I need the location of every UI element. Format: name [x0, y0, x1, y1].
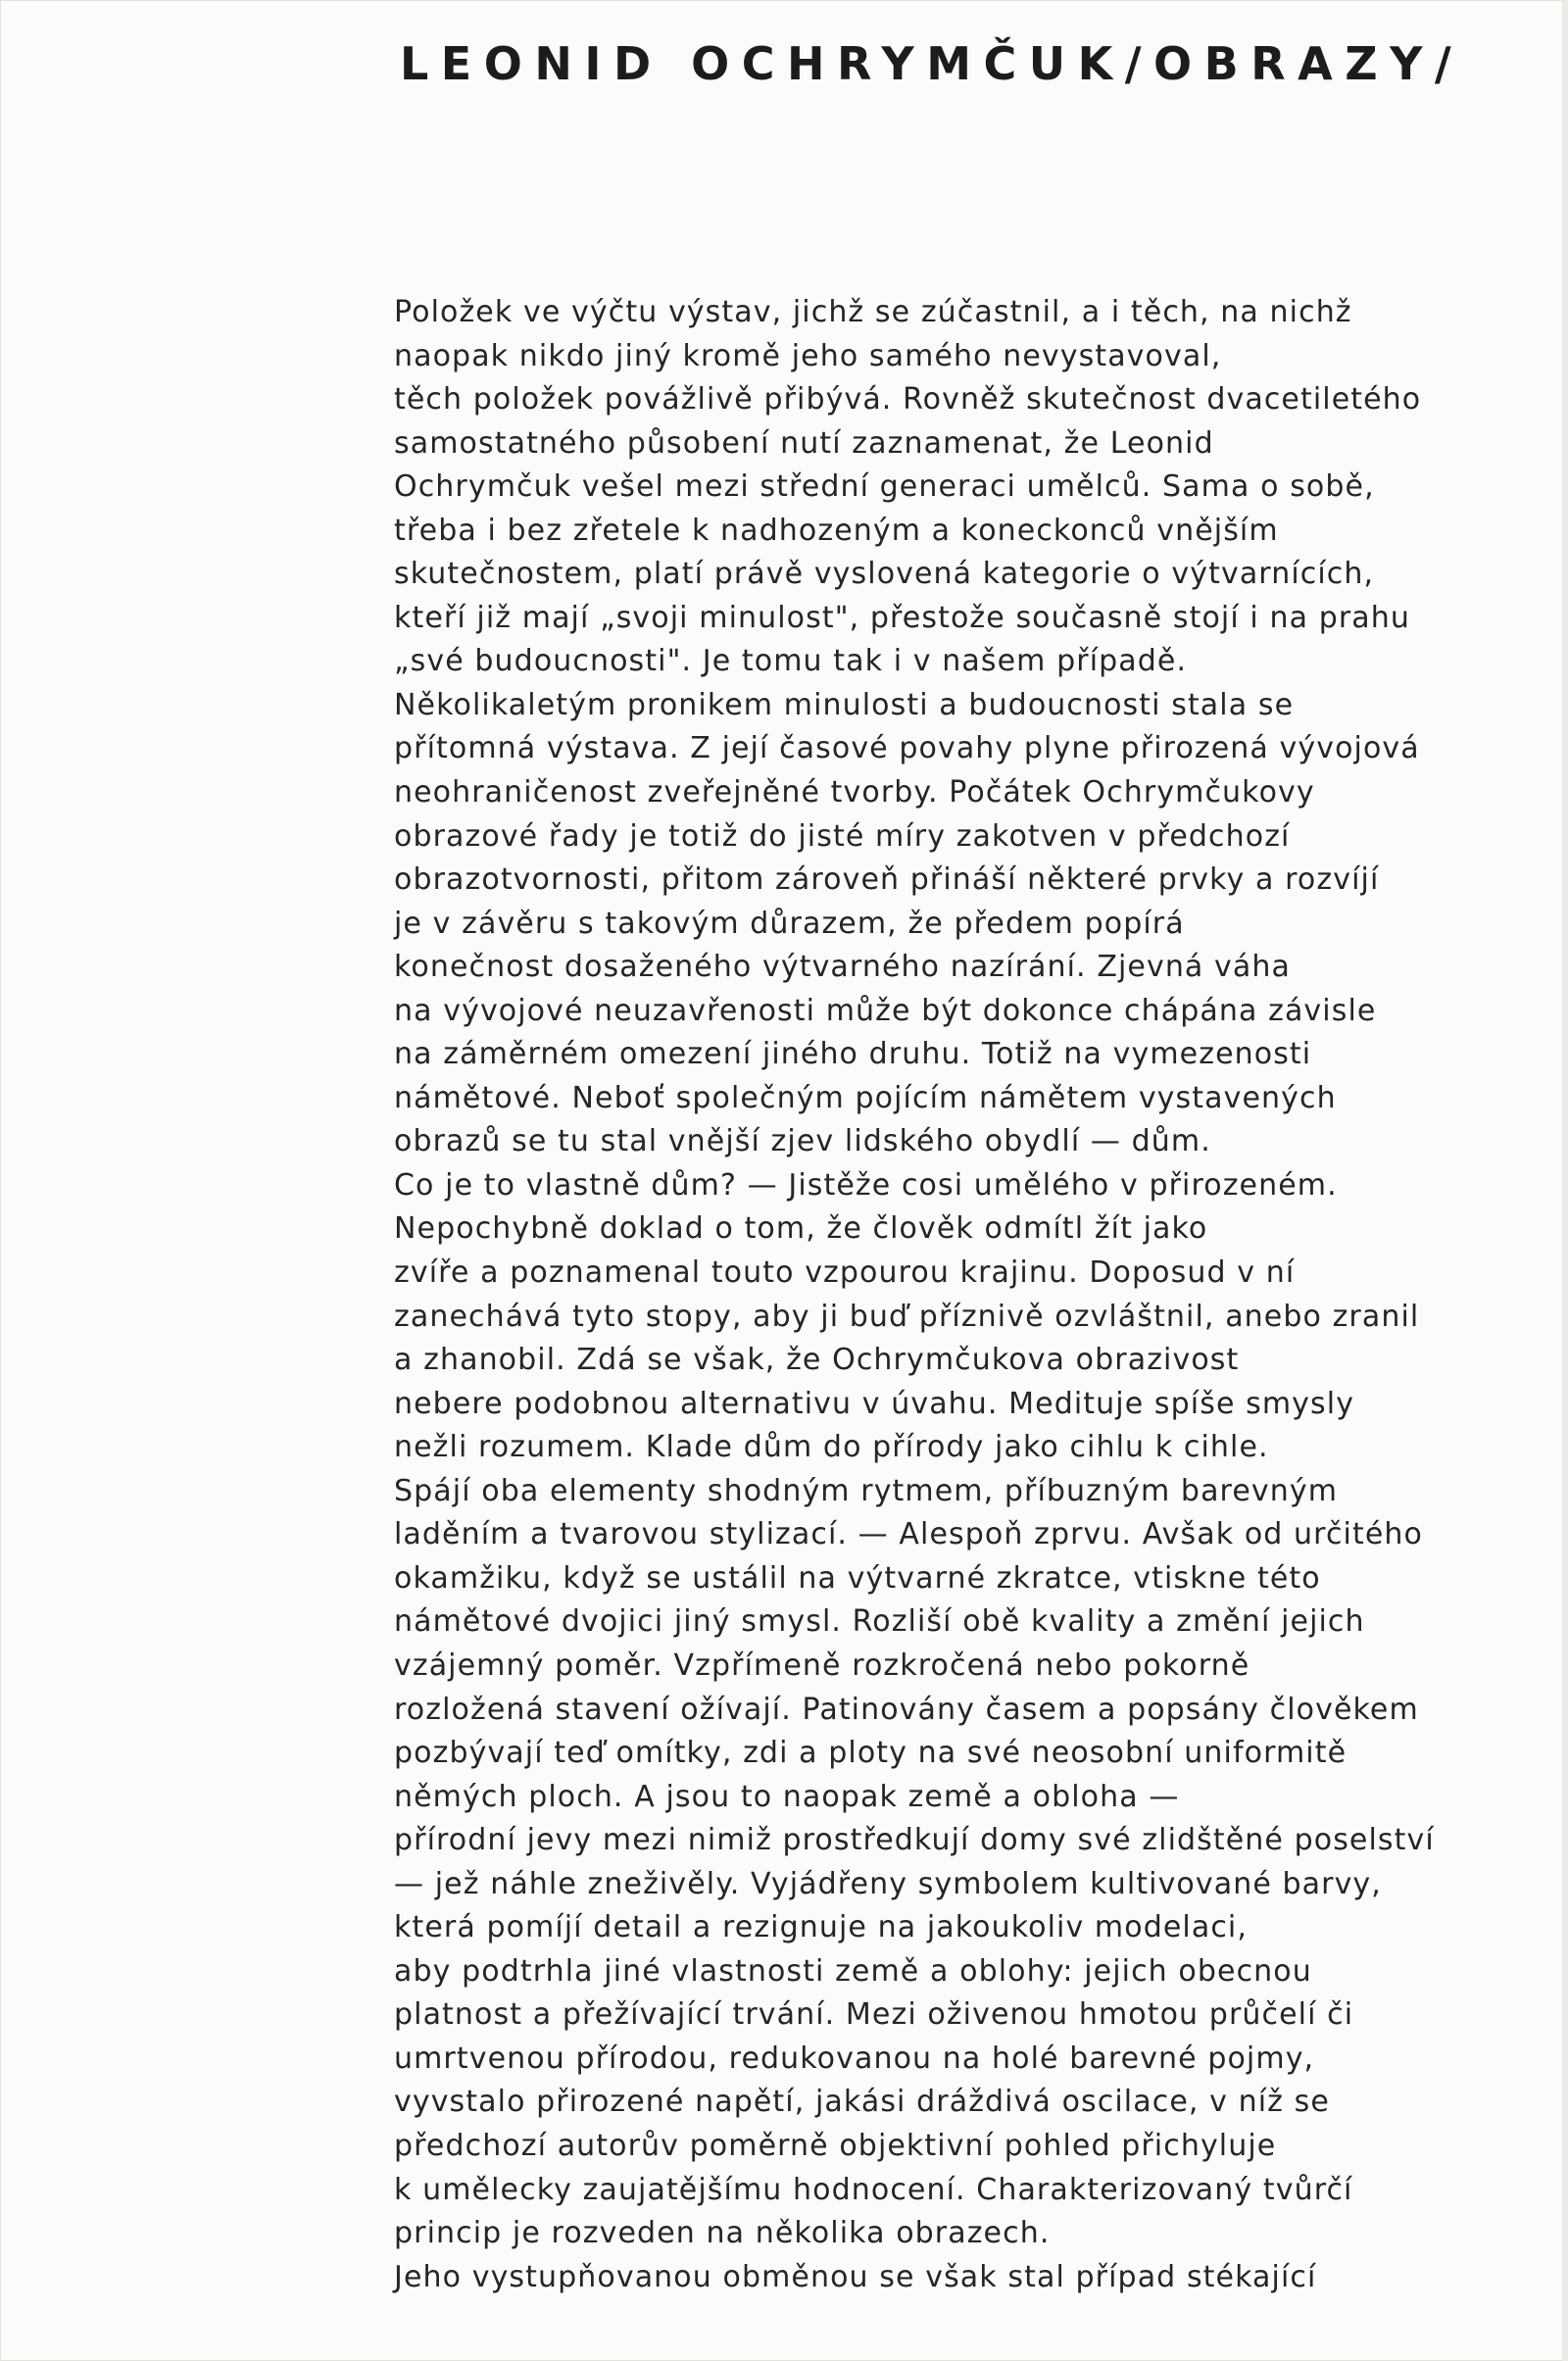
- body-text: [394, 291, 1452, 2299]
- text-line: nebere podobnou alternativu v úvahu. Medituje spíše smysly: [394, 1386, 1355, 1421]
- text-line: princip je rozveden na několika obrazech.: [394, 2216, 1051, 2251]
- text-line: třeba i bez zřetele k nadhozeným a koneckonců vnějším: [394, 513, 1279, 548]
- text-line: na vývojové neuzavřenosti může být dokonce chápána závisle: [394, 993, 1377, 1028]
- text-line: a zhanobil. Zdá se však, že Ochrymčukova obrazivost: [394, 1343, 1240, 1378]
- text-line: námětové dvojici jiný smysl. Rozliší obě kvality a změní jejich: [394, 1604, 1365, 1640]
- text-line: obrazové řady je totiž do jisté míry zakotven v předchozí: [394, 818, 1291, 854]
- text-line: Jeho vystupňovanou obměnou se však stal případ stékající: [394, 2259, 1317, 2294]
- text-line: obrazotvornosti, přitom zároveň přináší některé prvky a rozvíjí: [394, 862, 1380, 898]
- text-line: — jež náhle zneživěly. Vyjádřeny symbolem kultivované barvy,: [394, 1866, 1382, 1901]
- text-line: přírodní jevy mezi nimiž prostředkují domy své zlidštěné poselství: [394, 1823, 1435, 1858]
- text-line: neohraničenost zveřejněné tvorby. Počátek Ochrymčukovy: [394, 775, 1315, 811]
- text-line: těch položek povážlivě přibývá. Rovněž skutečnost dvacetiletého: [394, 382, 1422, 418]
- text-line: němých ploch. A jsou to naopak země a obloha —: [394, 1779, 1180, 1814]
- text-line: Ochrymčuk vešel mezi střední generaci umělců. Sama o sobě,: [394, 469, 1375, 505]
- text-line: naopak nikdo jiný kromě jeho samého nevystavoval,: [394, 338, 1222, 373]
- page-title: LEONID OCHRYMČUK/OBRAZY/: [400, 37, 1464, 90]
- text-line: Co je to vlastně dům? — Jistěže cosi umělého v přirozeném.: [394, 1167, 1338, 1203]
- text-line: „své budoucnosti". Je tomu tak i v našem případě.: [394, 644, 1188, 679]
- text-line: umrtvenou přírodou, redukovanou na holé barevné pojmy,: [394, 2041, 1315, 2076]
- text-line: k umělecky zaujatějšímu hodnocení. Charakterizovaný tvůrčí: [394, 2172, 1353, 2207]
- page-edge: [1562, 0, 1568, 2361]
- text-line: která pomíjí detail a rezignuje na jakoukoliv modelaci,: [394, 1910, 1248, 1945]
- text-line: platnost a přežívající trvání. Mezi oživenou hmotou průčelí či: [394, 1997, 1354, 2033]
- text-line: pozbývají teď omítky, zdi a ploty na své neosobní uniformitě: [394, 1736, 1348, 1771]
- text-line: na záměrném omezení jiného druhu. Totiž na vymezenosti: [394, 1037, 1312, 1072]
- text-line: vyvstalo přirozené napětí, jakási dráždivá oscilace, v níž se: [394, 2085, 1330, 2120]
- text-line: Položek ve výčtu výstav, jichž se zúčastnil, a i těch, na nichž: [394, 295, 1352, 329]
- text-line: konečnost dosaženého výtvarného nazírání. Zjevná váha: [394, 950, 1291, 985]
- text-line: kteří již mají „svoji minulost", přestože současně stojí i na prahu: [394, 600, 1411, 635]
- text-line: okamžiku, když se ustálil na výtvarné zkratce, vtiskne této: [394, 1560, 1321, 1596]
- text-line: je v závěru s takovým důrazem, že předem popírá: [394, 906, 1185, 941]
- text-line: Spájí oba elementy shodným rytmem, příbuzným barevným: [394, 1473, 1339, 1508]
- text-line: přítomná výstava. Z její časové povahy plyne přirozená vývojová: [394, 731, 1420, 766]
- text-line: předchozí autorův poměrně objektivní pohled přichyluje: [394, 2128, 1277, 2163]
- text-line: Nepochybně doklad o tom, že člověk odmítl žít jako: [394, 1211, 1208, 1247]
- text-line: vzájemný poměr. Vzpřímeně rozkročená nebo pokorně: [394, 1648, 1250, 1683]
- text-line: skutečnostem, platí právě vyslovená kategorie o výtvarnících,: [394, 557, 1375, 592]
- text-line: nežli rozumem. Klade dům do přírody jako cihlu k cihle.: [394, 1430, 1269, 1465]
- text-line: zanechává tyto stopy, aby ji buď příznivě ozvláštnil, anebo zranil: [394, 1299, 1420, 1334]
- text-line: zvíře a poznamenal touto vzpourou krajinu. Doposud v ní: [394, 1255, 1296, 1291]
- text-line: aby podtrhla jiné vlastnosti země a oblohy: jejich obecnou: [394, 1953, 1312, 1989]
- text-line: laděním a tvarovou stylizací. — Alespoň zprvu. Avšak od určitého: [394, 1517, 1423, 1552]
- text-line: samostatného působení nutí zaznamenat, že Leonid: [394, 425, 1214, 461]
- text-line: Několikaletým pronikem minulosti a budoucnosti stala se: [394, 687, 1295, 722]
- text-line: rozložená stavení ožívají. Patinovány časem a popsány člověkem: [394, 1692, 1419, 1727]
- text-line: obrazů se tu stal vnější zjev lidského obydlí — dům.: [394, 1124, 1211, 1159]
- text-line: námětové. Neboť společným pojícím námětem vystavených: [394, 1080, 1337, 1115]
